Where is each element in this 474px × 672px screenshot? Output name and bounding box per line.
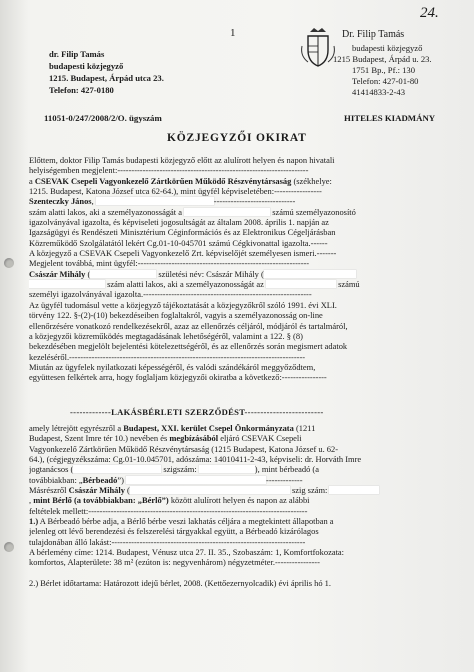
line-text: (1211 xyxy=(293,423,316,433)
heading-dashes-left: ------------- xyxy=(70,407,112,417)
line-text: jogtanácsos ( xyxy=(29,464,74,475)
line-text: születési név: Császár Mihály ( xyxy=(156,268,264,279)
line-text: együttesen felkértek arra, hogy foglaljam közjegyzői okiratba a következő:---------------- xyxy=(29,372,327,383)
redaction-box xyxy=(329,486,379,494)
line-text: Előttem, doktor Filip Tamás budapesti közjegyző előtt az alulírott helyen és napon hivatali xyxy=(29,155,335,165)
bold-text: Császár Mihály xyxy=(68,485,125,496)
line-text: 64.), (cégjegyzékszáma: Cg.01-10.045701, adószáma: 14010411-2-43, képviseli: dr. Horváth Imre xyxy=(29,454,362,465)
section-heading xyxy=(70,408,324,417)
text-line xyxy=(29,155,453,165)
bold-text: 1.) xyxy=(29,516,39,527)
text-line xyxy=(29,454,453,464)
stamp-name: Dr. Filip Tamás xyxy=(342,29,405,40)
line-text: Megjelent továbbá, mint ügyfél:------------------------------------------------------------- xyxy=(29,258,310,269)
stamp-code: 41414833-2-43 xyxy=(352,87,405,97)
notary-name: dr. Filip Tamás xyxy=(49,49,105,59)
text-line xyxy=(29,258,453,268)
bold-text: Budapest, XXI. kerület Csepel Önkormányzata xyxy=(123,423,294,433)
line-text: továbbiakban: „ xyxy=(29,474,83,485)
line-text: ( xyxy=(85,268,91,279)
line-text: szám alatti lakos, aki a személyazonosságát a xyxy=(29,206,185,217)
redaction-box xyxy=(29,280,105,288)
text-line xyxy=(29,362,453,372)
line-text: amely létrejött egyrészről a xyxy=(29,423,124,433)
bold-text: Szenteczky János xyxy=(29,196,92,207)
line-text: Vagyonkezelő Zártkörűen Működő Részvénytársaság (1215 Budapest, Katona József u. 62- xyxy=(29,443,339,454)
heading-dashes-right: ------------------------- xyxy=(244,407,324,417)
text-line xyxy=(29,186,453,196)
text-line xyxy=(29,526,453,536)
line-text: , xyxy=(91,196,96,207)
redaction-box xyxy=(90,270,156,278)
line-text: ”) xyxy=(117,474,127,485)
stamp-role: budapesti közjegyző xyxy=(352,43,423,53)
line-text: között alulírott helyen és napon az alábbi xyxy=(168,495,310,506)
line-text: szigszám: xyxy=(161,464,199,475)
section-title: LAKÁSBÉRLETI SZERZŐDÉST xyxy=(111,407,245,417)
stamp-postal: 1751 Bp., Pf.: 130 xyxy=(352,65,416,75)
line-text: Budapest, Szent Imre tér 10.) nevében és xyxy=(29,433,170,444)
line-text: A Bérbeadó bérbe adja, a Bérlő bérbe veszi lakhatás céljára a megtekintett állapotban a xyxy=(38,516,334,527)
redaction-box xyxy=(264,270,356,278)
line-text: A közjegyző a CSEVAK Csepeli Vagyonkezelő Zrt. képviselőjét személyesen ismeri.------- xyxy=(29,248,337,259)
line-text: , xyxy=(29,495,34,506)
text-line xyxy=(29,352,453,362)
text-line xyxy=(29,516,453,526)
text-line xyxy=(29,248,453,258)
punch-hole xyxy=(4,542,14,552)
page-number: 1 xyxy=(230,27,236,39)
text-line xyxy=(29,433,453,443)
text-line xyxy=(29,485,453,495)
text-line xyxy=(29,279,453,289)
stamp-phone: Telefon: 427-01-80 xyxy=(352,76,419,86)
line-text: komfortos, Alapterülete: 38 m² (ezúton is: negyvenhárom) négyzetméter.---------------- xyxy=(29,557,320,568)
bold-text: mint Bérlő (a továbbiakban: „Bérlő”) xyxy=(33,495,169,506)
line-text: A bérlemény címe: 1214. Budapest, Vénusz utca 27. II. 35., Szobaszám: 1, Komfortfokozata: xyxy=(29,547,344,558)
line-text: a közjegyzői közreműködés megtagadásának lehetőségéről, valamint a 122. § (8) xyxy=(29,330,303,341)
line-text: szám alatti lakos, aki a személyazonosságát az xyxy=(105,279,266,290)
line-text: törvény 122. §-(2)-(10) bekezdéseiben foglaltakról, vagyis a személyazonosság on-line xyxy=(29,310,323,321)
redaction-box xyxy=(96,197,214,205)
redaction-box xyxy=(130,486,290,494)
line-text: Igazságügyi és Rendészeti Minisztérium Céginformációs és az Elektronikus Cégeljárásban xyxy=(29,227,336,238)
notary-phone: Telefon: 427-0180 xyxy=(49,85,114,95)
stamp-address: 1215 Budapest, Árpád u. 23. xyxy=(333,54,432,64)
case-number: 11051-0/247/2008/2/O. ügyszám xyxy=(44,113,162,123)
text-line xyxy=(29,269,453,279)
text-line xyxy=(29,464,453,474)
line-text: jelenleg ott lévő berendezési és felszerelési tárgyakkal együtt, a Bérbeadó kizárólagos xyxy=(29,526,319,537)
line-text: ----------------------------- xyxy=(213,196,296,207)
line-text: ), mint bérbeadó (a xyxy=(254,464,319,475)
line-text: bekezdésében megjelölt bejelentési kötelezettségéről, és az ellenőrzés során megismert adatok xyxy=(29,341,348,352)
text-line xyxy=(29,300,453,310)
text-line xyxy=(29,537,453,547)
text-line xyxy=(29,289,453,299)
line-text: a xyxy=(29,175,35,186)
text-line xyxy=(29,238,453,248)
line-text: ellenőrzésére vonatkozó rendelkezésekről, azaz az ellenőrzés céljáról, módjáról és tartalmáról, xyxy=(29,320,348,331)
line-text: tulajdonában álló lakást:--------------------------------------------------------------------- xyxy=(29,536,306,547)
line-text: 2.) Bérlet időtartama: Határozott idejű bérlet, 2008. (Kettőezernyolcadik) évi április hó 1. xyxy=(29,578,332,589)
text-line xyxy=(29,217,453,227)
text-line xyxy=(29,341,453,351)
line-text: ------------- xyxy=(266,474,303,485)
line-text: (székhelye: xyxy=(291,175,332,186)
bold-text: megbízásából xyxy=(169,433,219,444)
line-text: számú személyazonosító xyxy=(270,206,356,217)
text-line xyxy=(29,475,453,485)
line-text: számú xyxy=(335,279,360,290)
text-line xyxy=(29,165,453,175)
notary-address: 1215. Budapest, Árpád utca 23. xyxy=(49,73,164,83)
line-text: feltételek mellett:------------------------------------------------------------------------------ xyxy=(29,505,308,516)
contract-paragraphs xyxy=(29,423,453,589)
text-line xyxy=(29,227,453,237)
line-text: ( xyxy=(124,485,130,496)
text-line xyxy=(29,444,453,454)
text-line xyxy=(29,331,453,341)
text-line xyxy=(29,578,453,588)
certified-copy-label: HITELES KIADMÁNY xyxy=(344,113,436,123)
redaction-box xyxy=(126,476,266,484)
line-text: Közreműködő Szolgálatától lekért Cg.01-10-045701 számú Cégkivonattal igazolta.------ xyxy=(29,237,328,248)
document-title: KÖZJEGYZŐI OKIRAT xyxy=(167,132,307,144)
line-text: Az ügyfél tudomásul vette a közjegyző tájékoztatását a közjegyzőkről szóló 1991. évi XLI. xyxy=(29,299,337,310)
redaction-box xyxy=(184,208,270,216)
punch-hole xyxy=(4,258,14,268)
text-line xyxy=(29,321,453,331)
line-text: kezeléséről.------------------------------------------------------------------------------------ xyxy=(29,351,306,362)
text-line xyxy=(29,557,453,567)
text-line xyxy=(29,547,453,557)
line-text: helyiségemben megjelent:-------------------------------------------------------------------- xyxy=(29,165,309,176)
text-line xyxy=(29,310,453,320)
line-text: személyi igazolványával igazolta.------------------------------------------------------------ xyxy=(29,289,312,300)
bold-text: Bérbeadó xyxy=(82,474,118,485)
line-text: 1215. Budapest, Katona József utca 62-64.), mint ügyfél képviseletében:----------------- xyxy=(29,186,322,197)
handwritten-page-number: 24. xyxy=(420,5,439,21)
text-line xyxy=(29,423,453,433)
text-line xyxy=(29,495,453,505)
text-line xyxy=(29,196,453,206)
redaction-box xyxy=(266,280,336,288)
line-text: eljáró CSEVAK Csepeli xyxy=(218,433,302,444)
line-text: szig szám: xyxy=(289,485,330,496)
bold-text: CSEVAK Csepeli Vagyonkezelő Zártkörűen Működő Részvénytársaság xyxy=(34,175,292,186)
line-text: Másrészről xyxy=(29,485,69,496)
text-line xyxy=(29,372,453,382)
redaction-box xyxy=(199,465,255,473)
text-line xyxy=(29,568,453,578)
bold-text: Császár Mihály xyxy=(29,268,86,279)
line-text: Miután az ügyfelek nyilatkozati képességéről, és valódi szándékáról meggyőződtem, xyxy=(29,361,316,372)
notary-role: budapesti közjegyző xyxy=(49,61,124,71)
text-line xyxy=(29,176,453,186)
text-line xyxy=(29,506,453,516)
text-line xyxy=(29,207,453,217)
redaction-box xyxy=(73,465,161,473)
line-text: igazolványával igazolta, és képviseleti jogosultságát az általam 2008. április 1. napján az xyxy=(29,217,329,228)
opening-paragraphs xyxy=(29,155,453,383)
